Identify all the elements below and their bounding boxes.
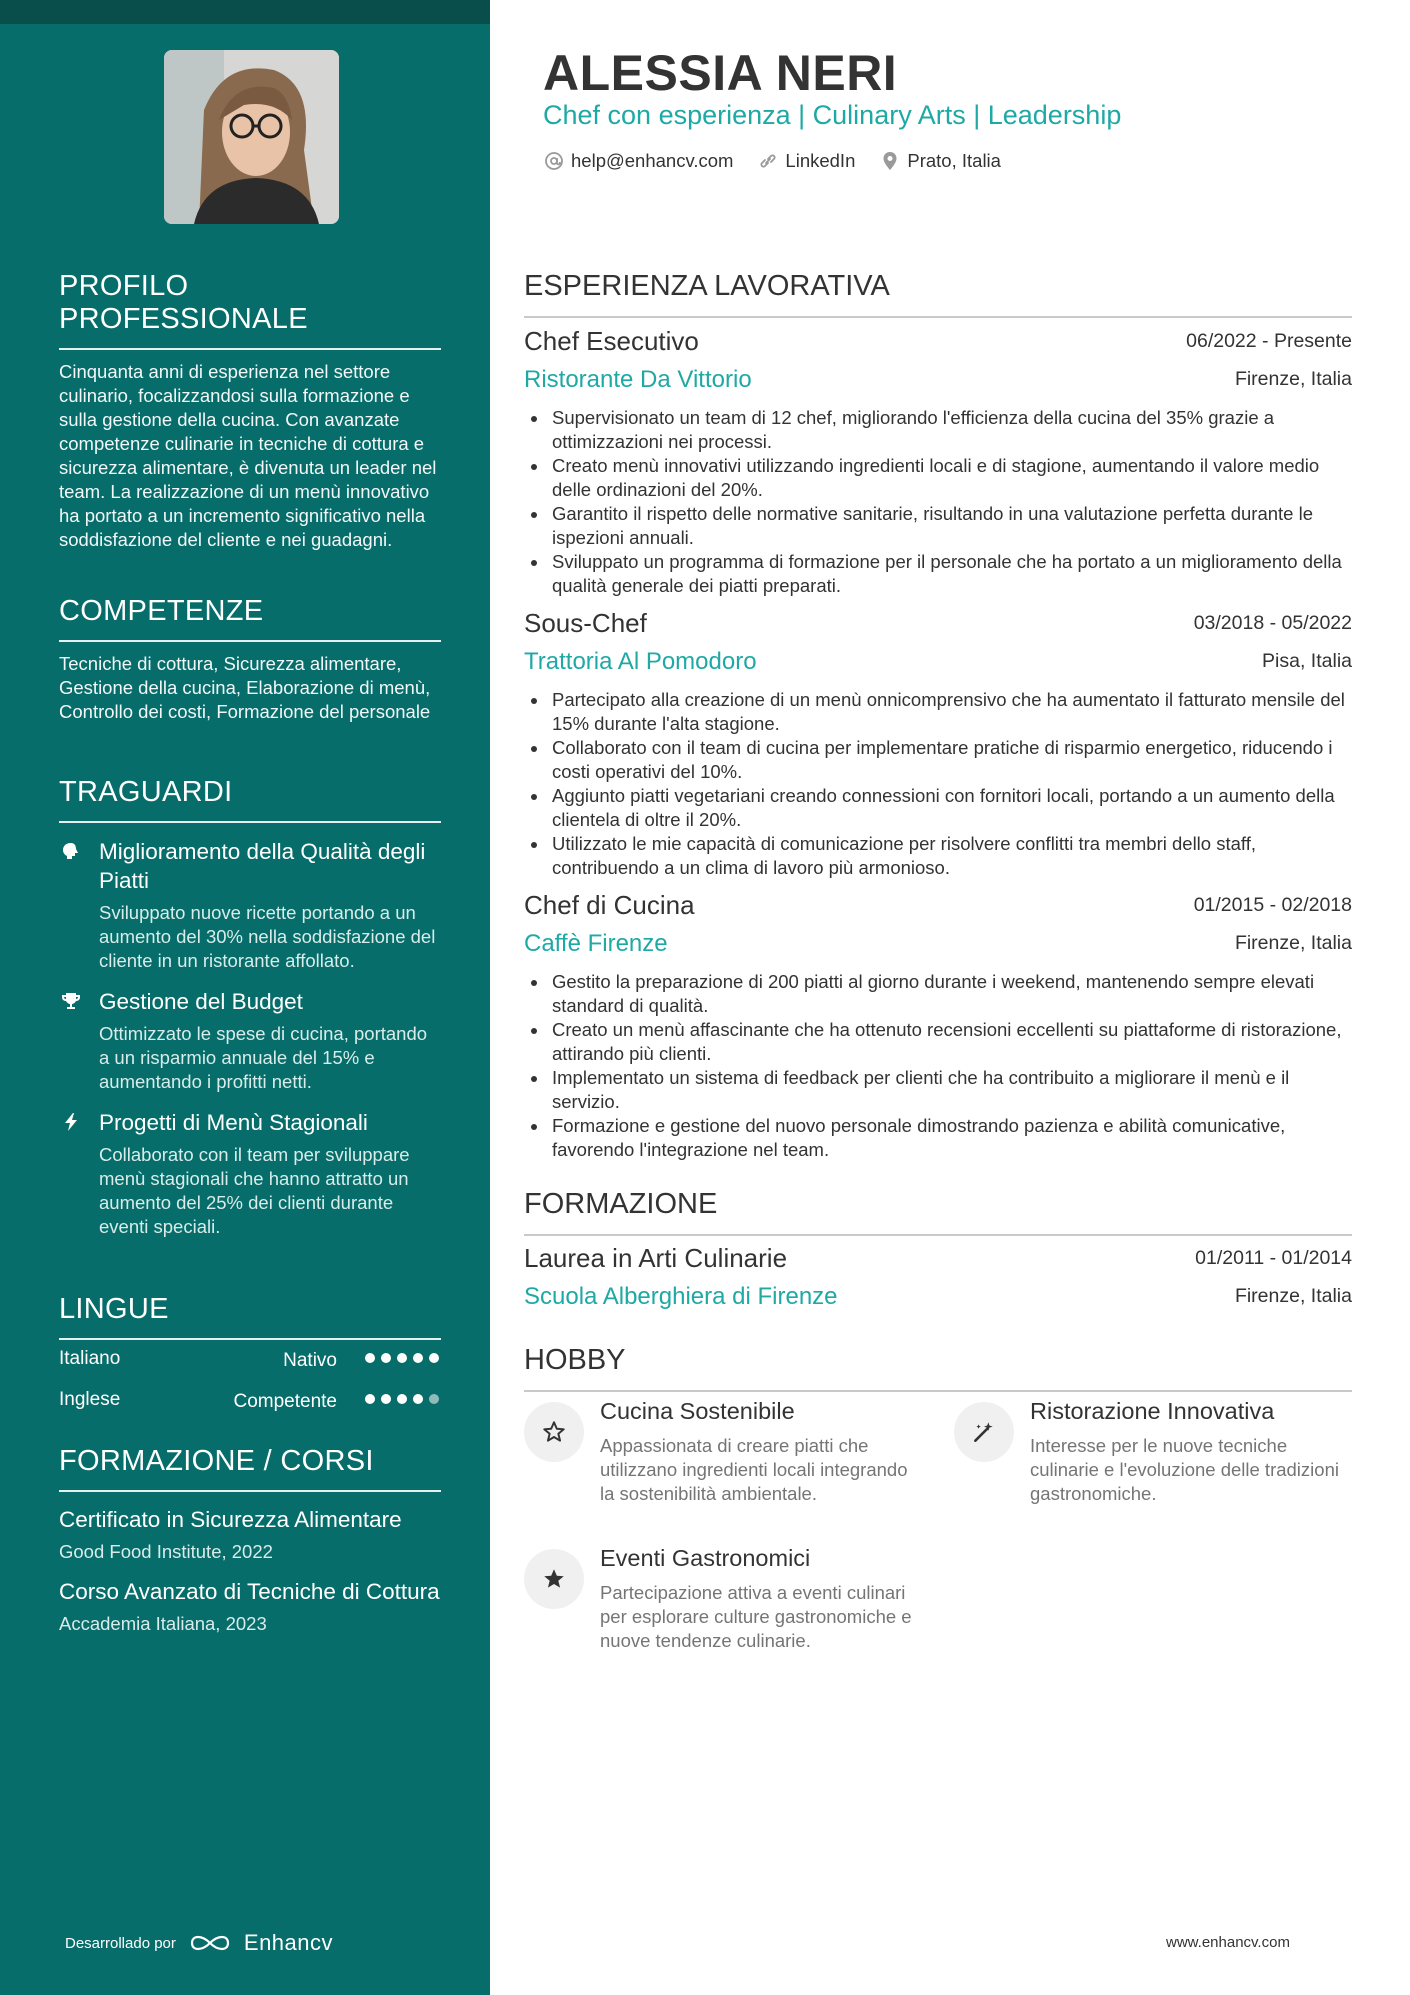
rating-dot-filled — [381, 1394, 391, 1404]
degree-title: Laurea in Arti Culinarie — [524, 1243, 788, 1273]
language-row — [59, 1340, 441, 1381]
contact-email-text: help@enhancv.com — [571, 150, 734, 171]
course-title: Corso Avanzato di Tecniche di Cottura — [59, 1579, 440, 1604]
languages-title: LINGUE — [59, 1293, 441, 1340]
rating-dot-filled — [397, 1353, 407, 1363]
language-rating — [365, 1353, 439, 1363]
achievement-title: Progetti di Menù Stagionali — [99, 1110, 368, 1135]
job-bullet: Partecipato alla creazione di un menù onnicomprensivo che ha aumentato il fatturato mensile del 15% durante l'alta stagione. — [524, 688, 1352, 736]
language-name: Italiano — [59, 1348, 121, 1369]
school-location: Firenze, Italia — [1234, 1285, 1352, 1307]
achievement-item — [59, 1108, 441, 1239]
hobby-icon-wrap — [954, 1402, 1014, 1462]
company-name: Ristorante Da Vittorio — [524, 366, 752, 393]
hobby-icon-wrap — [524, 1402, 584, 1462]
powered-by — [65, 1930, 333, 1956]
contact-linkedin-text: LinkedIn — [785, 150, 856, 171]
star-badge-icon — [541, 1566, 567, 1592]
profile-text: Cinquanta anni di esperienza nel settore culinario, focalizzandosi sulla formazione e sulla gestione della cucina. Con avanzate competenze culinarie in tecniche di cottura e sicurezza alimentare, è divenuta un leader nel team. La realizzazione di un menù innovativo ha portato a un incremento significativo nella soddisfazione del cliente e nei guadagni. — [59, 361, 437, 550]
job-bullet: Collaborato con il team di cucina per implementare pratiche di risparmio energetico, riducendo i costi operativi del 10%. — [524, 736, 1352, 784]
profile-section — [59, 270, 441, 552]
job-bullet: Creato un menù affascinante che ha ottenuto recensioni eccellenti su piattaforme di ristorazione, attirando più clienti. — [524, 1018, 1352, 1066]
achievement-desc: Ottimizzato le spese di cucina, portando a un risparmio annuale del 15% e aumentando i profitti netti. — [99, 1023, 428, 1092]
profile-photo-illustration — [164, 50, 339, 224]
hobby-item — [954, 1398, 1354, 1508]
profile-photo — [164, 50, 339, 224]
company-location: Firenze, Italia — [1234, 932, 1352, 954]
rating-dot-filled — [397, 1394, 407, 1404]
job-title: Chef di Cucina — [524, 890, 695, 920]
magic-wand-icon — [971, 1419, 997, 1445]
contact-location — [879, 150, 1001, 172]
link-icon — [757, 150, 779, 172]
language-level: Competente — [233, 1391, 337, 1412]
company-name: Trattoria Al Pomodoro — [524, 648, 757, 675]
candidate-name: ALESSIA NERI — [543, 45, 898, 101]
contact-list — [543, 150, 1001, 172]
achievement-item — [59, 987, 441, 1094]
hobby-desc: Appassionata di creare piatti che utilizzano ingredienti locali integrando la sostenibilità ambientale. — [600, 1435, 908, 1504]
footer-url[interactable]: www.enhancv.com — [1166, 1934, 1290, 1951]
hobby-item — [524, 1545, 924, 1685]
job-bullets — [524, 970, 1352, 1162]
job-title: Chef Esecutivo — [524, 326, 699, 356]
enhancv-brand: Enhancv — [243, 1930, 334, 1955]
trophy-icon — [61, 991, 81, 1011]
profile-title: PROFILO PROFESSIONALE — [59, 270, 441, 350]
achievement-item — [59, 837, 441, 973]
achievements-section — [59, 776, 441, 1239]
sidebar-top-bar — [0, 0, 490, 24]
language-row — [59, 1381, 441, 1422]
job-bullet: Gestito la preparazione di 200 piatti al giorno durante i weekend, mantenendo sempre elevati standard di qualità. — [524, 970, 1352, 1018]
languages-section — [59, 1293, 441, 1422]
education-entry — [524, 1243, 1352, 1323]
hobby-title: Ristorazione Innovativa — [1030, 1398, 1275, 1424]
at-icon — [543, 150, 565, 172]
company-location: Firenze, Italia — [1234, 368, 1352, 390]
achievements-title: TRAGUARDI — [59, 776, 441, 823]
job-dates: 06/2022 - Presente — [1186, 330, 1352, 352]
course-subtitle: Accademia Italiana, 2023 — [59, 1613, 267, 1634]
courses-title: FORMAZIONE / CORSI — [59, 1445, 441, 1492]
language-level: Nativo — [283, 1350, 337, 1371]
job-bullets — [524, 688, 1352, 880]
course-subtitle: Good Food Institute, 2022 — [59, 1541, 273, 1562]
achievement-desc: Sviluppato nuove ricette portando a un aumento del 30% nella soddisfazione del cliente in un ristorante affollato. — [99, 902, 436, 971]
enhancv-logo-icon — [188, 1931, 232, 1955]
contact-location-text: Prato, Italia — [907, 150, 1001, 171]
star-outline-icon — [541, 1419, 567, 1445]
brain-icon — [61, 841, 81, 861]
rating-dot-empty — [429, 1394, 439, 1404]
hobbies-title: HOBBY — [524, 1344, 1352, 1392]
education-dates: 01/2011 - 01/2014 — [1195, 1247, 1352, 1269]
school-name: Scuola Alberghiera di Firenze — [524, 1283, 838, 1310]
job-dates: 03/2018 - 05/2022 — [1193, 612, 1352, 634]
job-bullet: Supervisionato un team di 12 chef, migliorando l'efficienza della cucina del 35% grazie a ottimizzazioni nei processi. — [524, 406, 1352, 454]
rating-dot-filled — [413, 1394, 423, 1404]
job-title: Sous-Chef — [524, 608, 647, 638]
job-bullet: Implementato un sistema di feedback per clienti che ha contribuito a migliorare il menù e il servizio. — [524, 1066, 1352, 1114]
language-name: Inglese — [59, 1389, 121, 1410]
job-bullet: Sviluppato un programma di formazione per il personale che ha portato a un miglioramento della qualità generale dei piatti preparati. — [524, 550, 1352, 598]
skills-section — [59, 595, 441, 724]
experience-title: ESPERIENZA LAVORATIVA — [524, 270, 1352, 318]
company-location: Pisa, Italia — [1262, 650, 1352, 672]
rating-dot-filled — [365, 1353, 375, 1363]
job-bullet: Aggiunto piatti vegetariani creando connessioni con fornitori locali, portando a un aumento della clientela di oltre il 20%. — [524, 784, 1352, 832]
contact-linkedin[interactable] — [757, 150, 855, 172]
company-name: Caffè Firenze — [524, 930, 668, 957]
skills-title: COMPETENZE — [59, 595, 441, 642]
job-bullet: Garantito il rispetto delle normative sanitarie, risultando in una valutazione perfetta durante le ispezioni annuali. — [524, 502, 1352, 550]
education-title: FORMAZIONE — [524, 1188, 1352, 1236]
hobby-title: Eventi Gastronomici — [600, 1545, 811, 1571]
job-bullet: Creato menù innovativi utilizzando ingredienti locali e di stagione, aumentando il valore medio delle ordinazioni del 20%. — [524, 454, 1352, 502]
job-bullets — [524, 406, 1352, 598]
rating-dot-filled — [413, 1353, 423, 1363]
job-bullet: Formazione e gestione del nuovo personale dimostrando pazienza e abilità comunicative, favorendo l'integrazione nel team. — [524, 1114, 1352, 1162]
job-entry — [524, 608, 1352, 880]
hobby-desc: Partecipazione attiva a eventi culinari per esplorare culture gastronomiche e nuove tendenze culinarie. — [600, 1582, 912, 1651]
language-rating — [365, 1394, 439, 1404]
rating-dot-filled — [381, 1353, 391, 1363]
location-pin-icon — [879, 150, 901, 172]
course-title: Certificato in Sicurezza Alimentare — [59, 1507, 402, 1532]
rating-dot-filled — [429, 1353, 439, 1363]
job-entry — [524, 890, 1352, 1162]
hobby-icon-wrap — [524, 1549, 584, 1609]
skills-text: Tecniche di cottura, Sicurezza alimentare, Gestione della cucina, Elaborazione di menù, Controllo dei costi, Formazione del personale — [59, 653, 431, 722]
job-dates: 01/2015 - 02/2018 — [1193, 894, 1352, 916]
contact-email[interactable] — [543, 150, 733, 172]
job-entry — [524, 326, 1352, 598]
sidebar — [0, 0, 490, 1995]
powered-by-label: Desarrollado por — [65, 1934, 176, 1952]
job-bullet: Utilizzato le mie capacità di comunicazione per risolvere conflitti tra membri dello staff, contribuendo a un clima di lavoro più armonioso. — [524, 832, 1352, 880]
rating-dot-filled — [365, 1394, 375, 1404]
achievement-title: Gestione del Budget — [99, 989, 303, 1014]
hobby-item — [524, 1398, 924, 1538]
courses-section — [59, 1445, 441, 1636]
bolt-icon — [61, 1112, 81, 1132]
achievement-title: Miglioramento della Qualità degli Piatti — [99, 839, 426, 893]
headline: Chef con esperienza | Culinary Arts | Leadership — [543, 100, 1122, 130]
achievement-desc: Collaborato con il team per sviluppare menù stagionali che hanno attratto un aumento del 25% dei clienti durante eventi speciali. — [99, 1144, 410, 1237]
hobby-desc: Interesse per le nuove tecniche culinarie e l'evoluzione delle tradizioni gastronomiche. — [1030, 1435, 1339, 1504]
hobby-title: Cucina Sostenibile — [600, 1398, 795, 1424]
